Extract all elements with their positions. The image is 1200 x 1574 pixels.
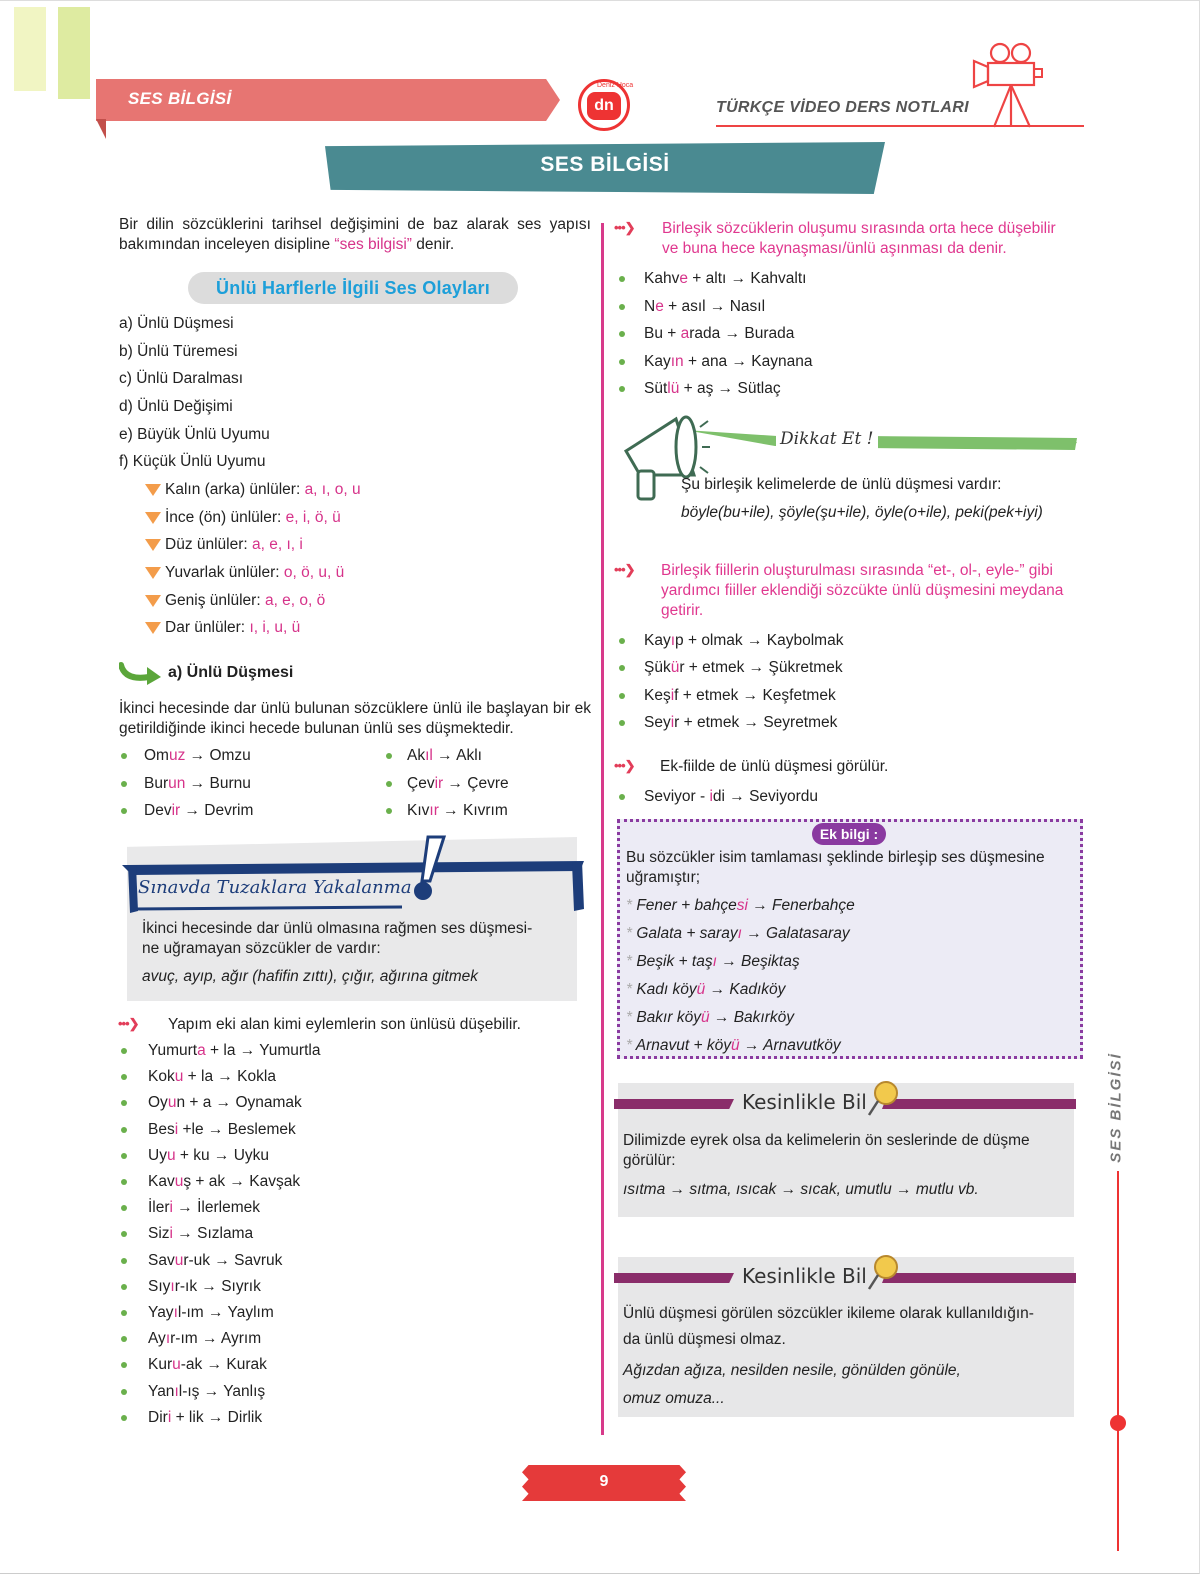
vowel-group [145,535,303,555]
bullet [121,1284,127,1290]
example-item [407,774,509,794]
example-item [644,713,837,733]
ex-part: + la → Yumurtla [205,1042,321,1059]
trap-line: İkinci hecesinde dar ünlü olmasına rağmen ses düşmesi- [142,920,533,937]
note-line: getirir. [661,602,704,619]
ex-part: i [670,686,675,704]
dikkat-title: Dikkat Et ! [776,429,878,449]
note-text: Ek-fiilde de ünlü düşmesi görülür. [660,758,889,775]
asterisk: * [626,981,637,998]
note-text [662,219,1092,259]
ex-part: ı [170,1277,175,1295]
vowel-label: Yuvarlak ünlüler: [165,564,284,581]
column-divider [601,223,604,1435]
note-text: Yapım eki alan kimi eylemlerin son ünlüsü düşebilir. [168,1016,521,1033]
example-item [626,924,850,944]
bullet [121,1362,127,1368]
kb-text [623,1301,1073,1353]
bullet [121,1179,127,1185]
ex-part: ü [700,1009,710,1026]
ex-part: ş + ak → Kavşak [183,1173,301,1190]
ex-part: Şük [644,659,671,677]
ex-part: → Aklı [432,747,482,764]
ex-part: → Bakırköy [709,1009,794,1026]
note-line: yardımcı fiiller eklendiği sözcükte ünlü düşmesini meydana [661,582,1064,599]
bullet [121,1415,127,1421]
section-title: SES BİLGİSİ [128,89,232,108]
example-item [148,1329,261,1349]
ex-part: ir [171,802,181,819]
info-text [626,848,1078,888]
example-item [407,746,482,766]
example-item [626,896,855,916]
ex-part: Kıv [407,802,430,819]
vowel-group [145,618,300,638]
vowel-letters: e, i, ö, ü [285,509,341,526]
ex-part: i [174,1120,179,1138]
ex-part: Çev [407,775,435,792]
vowel-letters: a, e, o, ö [264,592,326,609]
vowel-label: Geniş ünlüler: [165,592,265,609]
example-item [148,1408,262,1428]
trap-examples: avuç, ayıp, ağır (hafifin zıttı), çığır, ağırına gitmek [142,968,478,985]
example-item [644,631,843,651]
ex-part: Dev [144,802,172,819]
bullet [386,808,392,814]
ex-part: N [644,297,656,315]
bullet [121,1048,127,1054]
note-text [661,561,1093,621]
ex-part: Galata + saray [636,925,738,942]
bullet [121,1153,127,1159]
ex-part: ın [670,352,684,370]
decorative-tape [14,7,46,91]
side-label [1100,1051,1130,1171]
ex-part: → Beşiktaş [716,953,800,970]
ex-part: i [167,1408,172,1426]
kb-line: Ünlü düşmesi görülen sözcükler ikileme olarak kullanıldığın- [623,1305,1034,1322]
note-line: Birleşik fiillerin oluşturulması sırasında “et-, ol-, eyle-” gibi [661,562,1053,579]
ex-part: → Devrim [180,802,254,819]
bullet [121,1336,127,1342]
bullet [121,808,127,814]
ex-part: n + a → Oynamak [176,1094,302,1112]
ex-part: ı [165,1330,171,1348]
vowel-letters: a, e, ı, i [252,536,303,553]
ex-part: ü [730,1037,740,1054]
ex-part: u [174,1068,184,1086]
ex-part: l-ım → Yaylım [177,1304,274,1321]
banner-fold [96,119,106,139]
topic-item: f) Küçük Ünlü Uyumu [119,453,266,470]
example-item [626,980,785,1000]
bullet [619,665,625,671]
ex-part: Bur [144,775,169,792]
example-item [148,1382,265,1402]
decorative-tape [58,7,90,99]
info-line: Bu sözcükler isim tamlaması şeklinde birleşip ses düşmesine [626,849,1045,866]
example-item [644,352,813,372]
triangle-icon [145,567,161,579]
ex-part: Sıy [148,1277,171,1295]
intro-text: Bir dilin sözcüklerini tarihsel değişimini de baz alarak ses yapısı bakımından inceleyen disipline [119,216,591,253]
trap-text [142,919,562,959]
example-item [148,1067,276,1087]
kb-line: görülür: [623,1152,676,1169]
vowel-label: Kalın (arka) ünlüler: [165,481,305,498]
side-label-text: SES BİLGİSİ [1107,1052,1125,1163]
dikkat-text: Şu birleşik kelimelerde de ünlü düşmesi vardır: [681,476,1002,493]
ex-part: Ay [148,1330,166,1348]
pushpin-icon [866,1253,900,1293]
vowel-label: Düz ünlüler: [165,536,253,553]
asterisk: * [626,1009,637,1026]
asterisk: * [626,953,637,970]
topic-item: b) Ünlü Türemesi [119,343,238,360]
intro-highlight: “ses bilgisi” [334,236,412,253]
example-item [148,1120,296,1140]
ex-part: + lik → Dirlik [171,1408,263,1426]
ex-part: Keş [644,686,671,704]
note-line: Birleşik sözcüklerin oluşumu sırasında orta hece düşebilir [662,220,1056,237]
ex-part: → Omzu [185,747,251,764]
triangle-icon [145,539,161,551]
vowel-letters: ı, i, u, ü [249,619,301,636]
ex-part: ı [174,1382,179,1400]
vowel-group [145,480,361,500]
kb-bar [614,1099,734,1109]
kb-title: Kesinlikle Bil [742,1090,867,1114]
ex-part: uz [168,747,186,764]
asterisk: * [626,1037,636,1054]
ex-part: -ak → Kurak [180,1356,267,1374]
ex-part: Kok [148,1068,175,1086]
ex-part: r + etmek → Seyretmek [674,714,838,732]
kb-bar [614,1273,734,1283]
kb-examples [623,1357,961,1413]
ex-part: + altı → Kahvaltı [687,270,807,287]
ex-part: u [167,1094,177,1112]
ex-part: i [670,714,675,732]
ex-part: → Galatasaray [741,925,850,942]
example-item [626,1036,841,1056]
asterisk: * [626,925,637,942]
bullet [619,638,625,644]
ex-part: Süt [644,380,668,398]
page-title: SES BİLGİSİ [540,153,670,176]
vowel-group [145,563,344,583]
ex-part: ı [670,632,676,649]
ex-part: di → Seviyordu [712,788,819,805]
topic-item: d) Ünlü Değişimi [119,398,233,415]
example-item [144,746,251,766]
info-label: Ek bilgi : [812,823,886,845]
bullet [121,1310,127,1316]
ex-part: → Kadıköy [705,981,786,998]
ex-part: ü [670,659,680,677]
bullet [121,1231,127,1237]
kb-bar [882,1099,1076,1109]
bullet [619,359,625,365]
example-item [644,658,843,678]
vowel-letters: o, ö, u, ü [283,564,345,581]
triangle-icon [145,484,161,496]
ex-part: Siz [148,1225,170,1243]
ex-part: Om [144,747,169,764]
kb-title: Kesinlikle Bil [742,1264,867,1288]
ex-part: → Kıvrım [438,802,508,819]
ex-part: Oy [148,1094,168,1112]
bullet [619,794,625,800]
ex-part: Arnavut + köy [635,1037,731,1054]
kb-bar [882,1273,1076,1283]
ex-part: Sey [644,714,671,732]
example-item [148,1146,269,1166]
bullet [619,304,625,310]
triangle-icon [145,595,161,607]
camera-icon [972,41,1052,131]
ex-part: i [709,788,713,805]
example-item [144,801,253,821]
bullet [121,1205,127,1211]
note-line: ve buna hece kaynaşması/ünlü aşınması da denir. [662,240,1007,257]
ex-part: si [736,897,748,914]
ex-part: ı [712,953,717,970]
bullet [121,1100,127,1106]
ex-part: + asıl → Nasıl [663,297,766,315]
vowel-label: İnce (ön) ünlüler: [165,509,286,526]
ex-part: ü [696,981,706,998]
ex-part: Sav [148,1251,175,1269]
vowel-group [145,508,341,528]
bullet [619,693,625,699]
arrow-marker-icon: •••❯ [614,562,635,577]
bullet [121,1389,127,1395]
example-item [148,1355,267,1375]
kb-line: da ünlü düşmesi olmaz. [623,1331,786,1348]
example-item [144,774,251,794]
example-item [407,801,508,821]
ex-part: Beşik + taş [636,953,713,970]
ex-part: ır [429,802,439,819]
ex-part: Bu + [644,325,681,343]
bullet [386,753,392,759]
ex-part: → Fenerbahçe [747,897,855,914]
ex-part: +le → Beslemek [178,1120,296,1138]
ex-part: + ku → Uyku [175,1146,270,1164]
ex-part: İler [148,1199,170,1217]
ex-part: → Sızlama [173,1225,254,1243]
example-item [644,686,836,706]
arrow-marker-icon: •••❯ [614,220,635,235]
info-line: uğramıştır; [626,869,701,886]
example-item [148,1041,320,1061]
ex-part: ir [434,775,444,792]
side-dot [1110,1415,1126,1431]
logo [578,79,634,131]
ex-part: Yumurt [148,1042,198,1059]
ex-part: ı [173,1304,178,1321]
ex-part: Fener + bahçe [636,897,737,914]
kb-line: Dilimizde eyrek olsa da kelimelerin ön seslerinde de düşme [623,1132,1030,1149]
bullet [619,386,625,392]
ex-part: Dir [148,1408,168,1426]
ex-part: r + etmek → Şükretmek [679,659,843,677]
ex-part: a [197,1042,206,1059]
ex-part: Yan [148,1382,175,1400]
ex-part: r-uk → Savruk [183,1251,283,1269]
trap-line: ne uğramayan sözcükler de vardır: [142,940,381,957]
trap-title: Sınavda Tuzaklara Yakalanma [138,877,412,898]
ex-part: → Burnu [185,775,251,792]
bullet [121,1258,127,1264]
triangle-icon [145,512,161,524]
example-item [148,1198,260,1218]
ex-part: Kav [148,1173,175,1190]
example-item [626,952,800,972]
example-item [644,269,806,289]
ex-part: + ana → Kaynana [683,352,813,370]
example-item [148,1303,274,1323]
ex-part: ıl [425,747,433,764]
intro-text-end: denir. [411,236,455,253]
kb-example-line: Ağızdan ağıza, nesilden nesile, gönülden gönüle, [623,1362,961,1379]
ex-part: l-ış → Yanlış [178,1382,266,1400]
ex-part: u [174,1173,184,1190]
vowel-letters: a, ı, o, u [304,481,361,498]
ex-part: Kay [644,632,671,649]
ex-part: Kur [148,1356,173,1374]
ex-part: Kahv [644,270,680,287]
kb-examples: ısıtma → sıtma, ısıcak → sıcak, umutlu → mutlu vb. [623,1181,979,1198]
bullet [121,1127,127,1133]
ex-part: → Çevre [443,775,509,792]
ex-part: Yay [148,1304,174,1321]
ex-part: i [169,1225,173,1243]
bullet [619,276,625,282]
triangle-icon [145,622,161,634]
logo-sub: Deniz Hoca [597,82,634,89]
ex-part: un [168,775,186,792]
section-heading: a) Ünlü Düşmesi [168,664,294,681]
example-item [148,1093,302,1113]
bullet [121,753,127,759]
ex-part: u [172,1356,181,1374]
example-item [626,1008,794,1028]
ex-part: f + etmek → Keşfetmek [674,686,836,704]
topic-item: e) Büyük Ünlü Uyumu [119,426,270,443]
ex-part: Ak [407,747,426,764]
example-item [644,297,765,317]
dikkat-examples: böyle(bu+ile), şöyle(şu+ile), öyle(o+ile), peki(pek+iyi) [681,504,1043,521]
example-item [148,1277,261,1297]
ex-part: p + olmak → Kaybolmak [675,632,844,649]
pushpin-icon [866,1079,900,1119]
page-number: 9 [599,1473,609,1490]
ex-part: u [166,1146,176,1164]
ex-part: Bes [148,1120,175,1138]
ex-part: → Arnavutköy [739,1037,841,1054]
bullet [121,1074,127,1080]
logo-text: dn [587,92,621,120]
curved-arrow-icon [119,661,163,687]
vowel-label: Dar ünlüler: [165,619,250,636]
kb-text [623,1131,1073,1171]
example-item [148,1172,300,1192]
section-a-text: İkinci hecesinde dar ünlü bulunan sözcüklere ünlü ile başlayan bir ek getirildiğinde ikinci hecede bulunan ünlü ses düşmektedir. [119,700,591,737]
bullet [619,720,625,726]
bullet [121,781,127,787]
ex-part: lü [667,380,680,398]
ex-part: → İlerlemek [173,1199,260,1217]
intro-paragraph [119,215,591,255]
bullet [619,331,625,337]
ex-part: e [679,270,688,287]
ex-part: a [680,325,690,343]
ex-part: rada → Burada [689,325,795,343]
series-title: TÜRKÇE VİDEO DERS NOTLARI [716,99,969,116]
ex-part: Uy [148,1146,167,1164]
example-item [644,324,794,344]
topic-item: a) Ünlü Düşmesi [119,315,234,332]
bullet [386,781,392,787]
example-item [148,1224,253,1244]
asterisk: * [626,897,637,914]
ex-part: r-ım → Ayrım [170,1330,262,1348]
arrow-marker-icon: •••❯ [118,1016,139,1031]
ex-part: u [174,1251,184,1269]
ex-part: Kay [644,352,671,370]
vowel-group [145,591,325,611]
ex-part: Seviyor - [644,788,710,805]
ex-part: Bakır köy [636,1009,701,1026]
ex-part: Kadı köy [636,981,697,998]
pill-heading: Ünlü Harflerle İlgili Ses Olayları [216,278,490,298]
ex-part: + la → Kokla [183,1068,276,1086]
kb-example-line: omuz omuza... [623,1390,725,1407]
topic-item: c) Ünlü Daralması [119,370,244,387]
ex-part: i [169,1199,173,1217]
arrow-marker-icon: •••❯ [614,758,635,773]
ex-part: ı [737,925,742,942]
example-item [644,379,781,399]
side-line [1117,1171,1119,1551]
ex-part: r-ık → Sıyrık [174,1277,261,1295]
ex-part: e [655,297,664,315]
example-item [148,1251,282,1271]
example-item [644,787,818,807]
ex-part: + aş → Sütlaç [679,380,781,398]
